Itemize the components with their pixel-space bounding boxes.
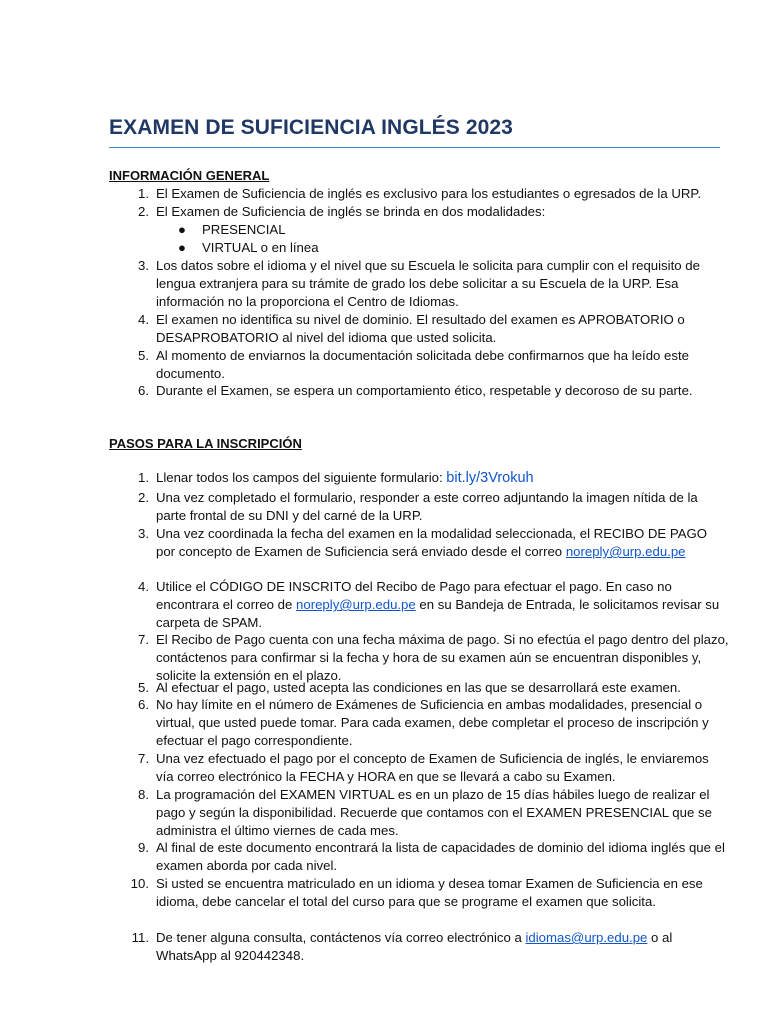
bullet-item [178,239,319,257]
item-text: El examen no identifica su nivel de dominio. El resultado del examen es APROBATORIO o DESAPROBATORIO al nivel del idioma que usted solicita. [156,312,685,345]
bullet-text: PRESENCIAL [202,222,286,237]
form-link[interactable]: bit.ly/3Vrokuh [446,470,534,486]
step-item [109,469,729,487]
item-number: 4. [138,579,149,594]
item-number: 3. [138,526,149,541]
title-underline [109,147,720,148]
item-number: 4. [138,312,149,327]
item-number: 2. [138,204,149,219]
step-item [109,489,729,525]
item-text: Al final de este documento encontrará la lista de capacidades de dominio del idioma inglés que el examen aborda por cada nivel. [156,840,725,873]
item-text: Los datos sobre el idioma y el nivel que su Escuela le solicita para cumplir con el requisito de lengua extranjera para su trámite de grado los debe solicitar a su Escuela de la URP. Esa información no la proporciona el Centro de Idiomas. [156,258,700,309]
item-number: 8. [138,787,149,802]
item-text: No hay límite en el número de Exámenes de Suficiencia en ambas modalidades, presencial o virtual, que usted puede tomar. Para cada examen, debe completar el proceso de inscripción y efectuar el pago correspondiente. [156,697,709,748]
step-item [109,929,729,965]
item-text: Una vez efectuado el pago por el concepto de Examen de Suficiencia de inglés, le enviaremos vía correo electrónico la FECHA y HORA en que se llevará a cabo su Examen. [156,751,709,784]
step-item [109,750,729,786]
item-text: El Recibo de Pago cuenta con una fecha máxima de pago. Si no efectúa el pago dentro del plazo, contáctenos para confirmar si la fecha y hora de su examen aún se encuentran disponibles y, solicite la extensión en el plazo. [156,632,729,683]
step-item [109,679,729,697]
step-item [109,875,729,911]
general-info-heading: INFORMACIÓN GENERAL [109,168,270,183]
noreply-email-link[interactable]: noreply@urp.edu.pe [565,544,686,559]
item-number: 9. [138,840,149,855]
item-number: 5. [138,680,149,695]
registration-steps-heading: PASOS PARA LA INSCRIPCIÓN [109,436,302,451]
step-item [109,578,729,632]
item-number: 11. [131,930,149,945]
list-item [109,185,729,203]
item-text: Al efectuar el pago, usted acepta las condiciones en las que se desarrollará este examen. [156,680,681,695]
step-item [109,525,729,561]
list-item [109,347,729,383]
item-text: El Examen de Suficiencia de inglés es exclusivo para los estudiantes o egresados de la URP. [156,186,702,201]
list-item [109,257,729,311]
list-item [109,311,729,347]
document-title: EXAMEN DE SUFICIENCIA INGLÉS 2023 [109,116,513,139]
item-number: 7. [138,751,149,766]
item-number: 6. [138,697,149,712]
bullet-icon: ● [178,222,186,237]
item-number: 2. [138,490,149,505]
item-text: Durante el Examen, se espera un comportamiento ético, respetable y decoroso de su parte. [156,383,693,398]
item-text: Llenar todos los campos del siguiente formulario: [156,470,443,485]
bullet-item [178,221,286,239]
item-text: Si usted se encuentra matriculado en un idioma y desea tomar Examen de Suficiencia en ese idioma, debe cancelar el total del curso para que se programe el examen que solicita. [156,876,703,909]
item-number: 5. [138,348,149,363]
item-text: Al momento de enviarnos la documentación solicitada debe confirmarnos que ha leído este documento. [156,348,689,381]
item-text: Utilice el CÓDIGO DE INSCRITO del Recibo de Pago para efectuar el pago. En caso no encontrara el correo de [156,579,672,612]
step-item [109,786,729,840]
item-number: 1. [138,186,149,201]
item-text: Una vez completado el formulario, responder a este correo adjuntando la imagen nítida de la parte frontal de su DNI y del carné de la URP. [156,490,698,523]
item-number: 1. [138,470,149,485]
bullet-text: VIRTUAL o en línea [202,240,319,255]
bullet-icon: ● [178,240,186,255]
step-item [109,696,729,750]
item-number: 7. [138,632,149,647]
item-text: El Examen de Suficiencia de inglés se brinda en dos modalidades: [156,204,546,219]
item-text: o al WhatsApp al 920442348. [156,930,673,963]
list-item [109,382,729,400]
step-item [109,839,729,875]
item-text: De tener alguna consulta, contáctenos vía correo electrónico a [156,930,522,945]
item-text: en su Bandeja de Entrada, le solicitamos revisar su carpeta de SPAM. [156,597,720,630]
item-text: Una vez coordinada la fecha del examen en la modalidad seleccionada, el RECIBO DE PAGO por concepto de Examen de Suficiencia será enviado desde el correo [156,526,708,559]
list-item [109,203,729,221]
idiomas-email-link[interactable]: idiomas@urp.edu.pe [525,930,648,945]
item-number: 6. [138,383,149,398]
item-text: La programación del EXAMEN VIRTUAL es en un plazo de 15 días hábiles luego de realizar el pago y según la disponibilidad. Recuerde que contamos con el EXAMEN PRESENCIAL que se administra el último viernes de cada mes. [156,787,712,838]
step-item [109,631,729,685]
item-number: 10. [130,876,149,891]
item-number: 3. [138,258,149,273]
noreply-email-link[interactable]: noreply@urp.edu.pe [296,597,416,612]
